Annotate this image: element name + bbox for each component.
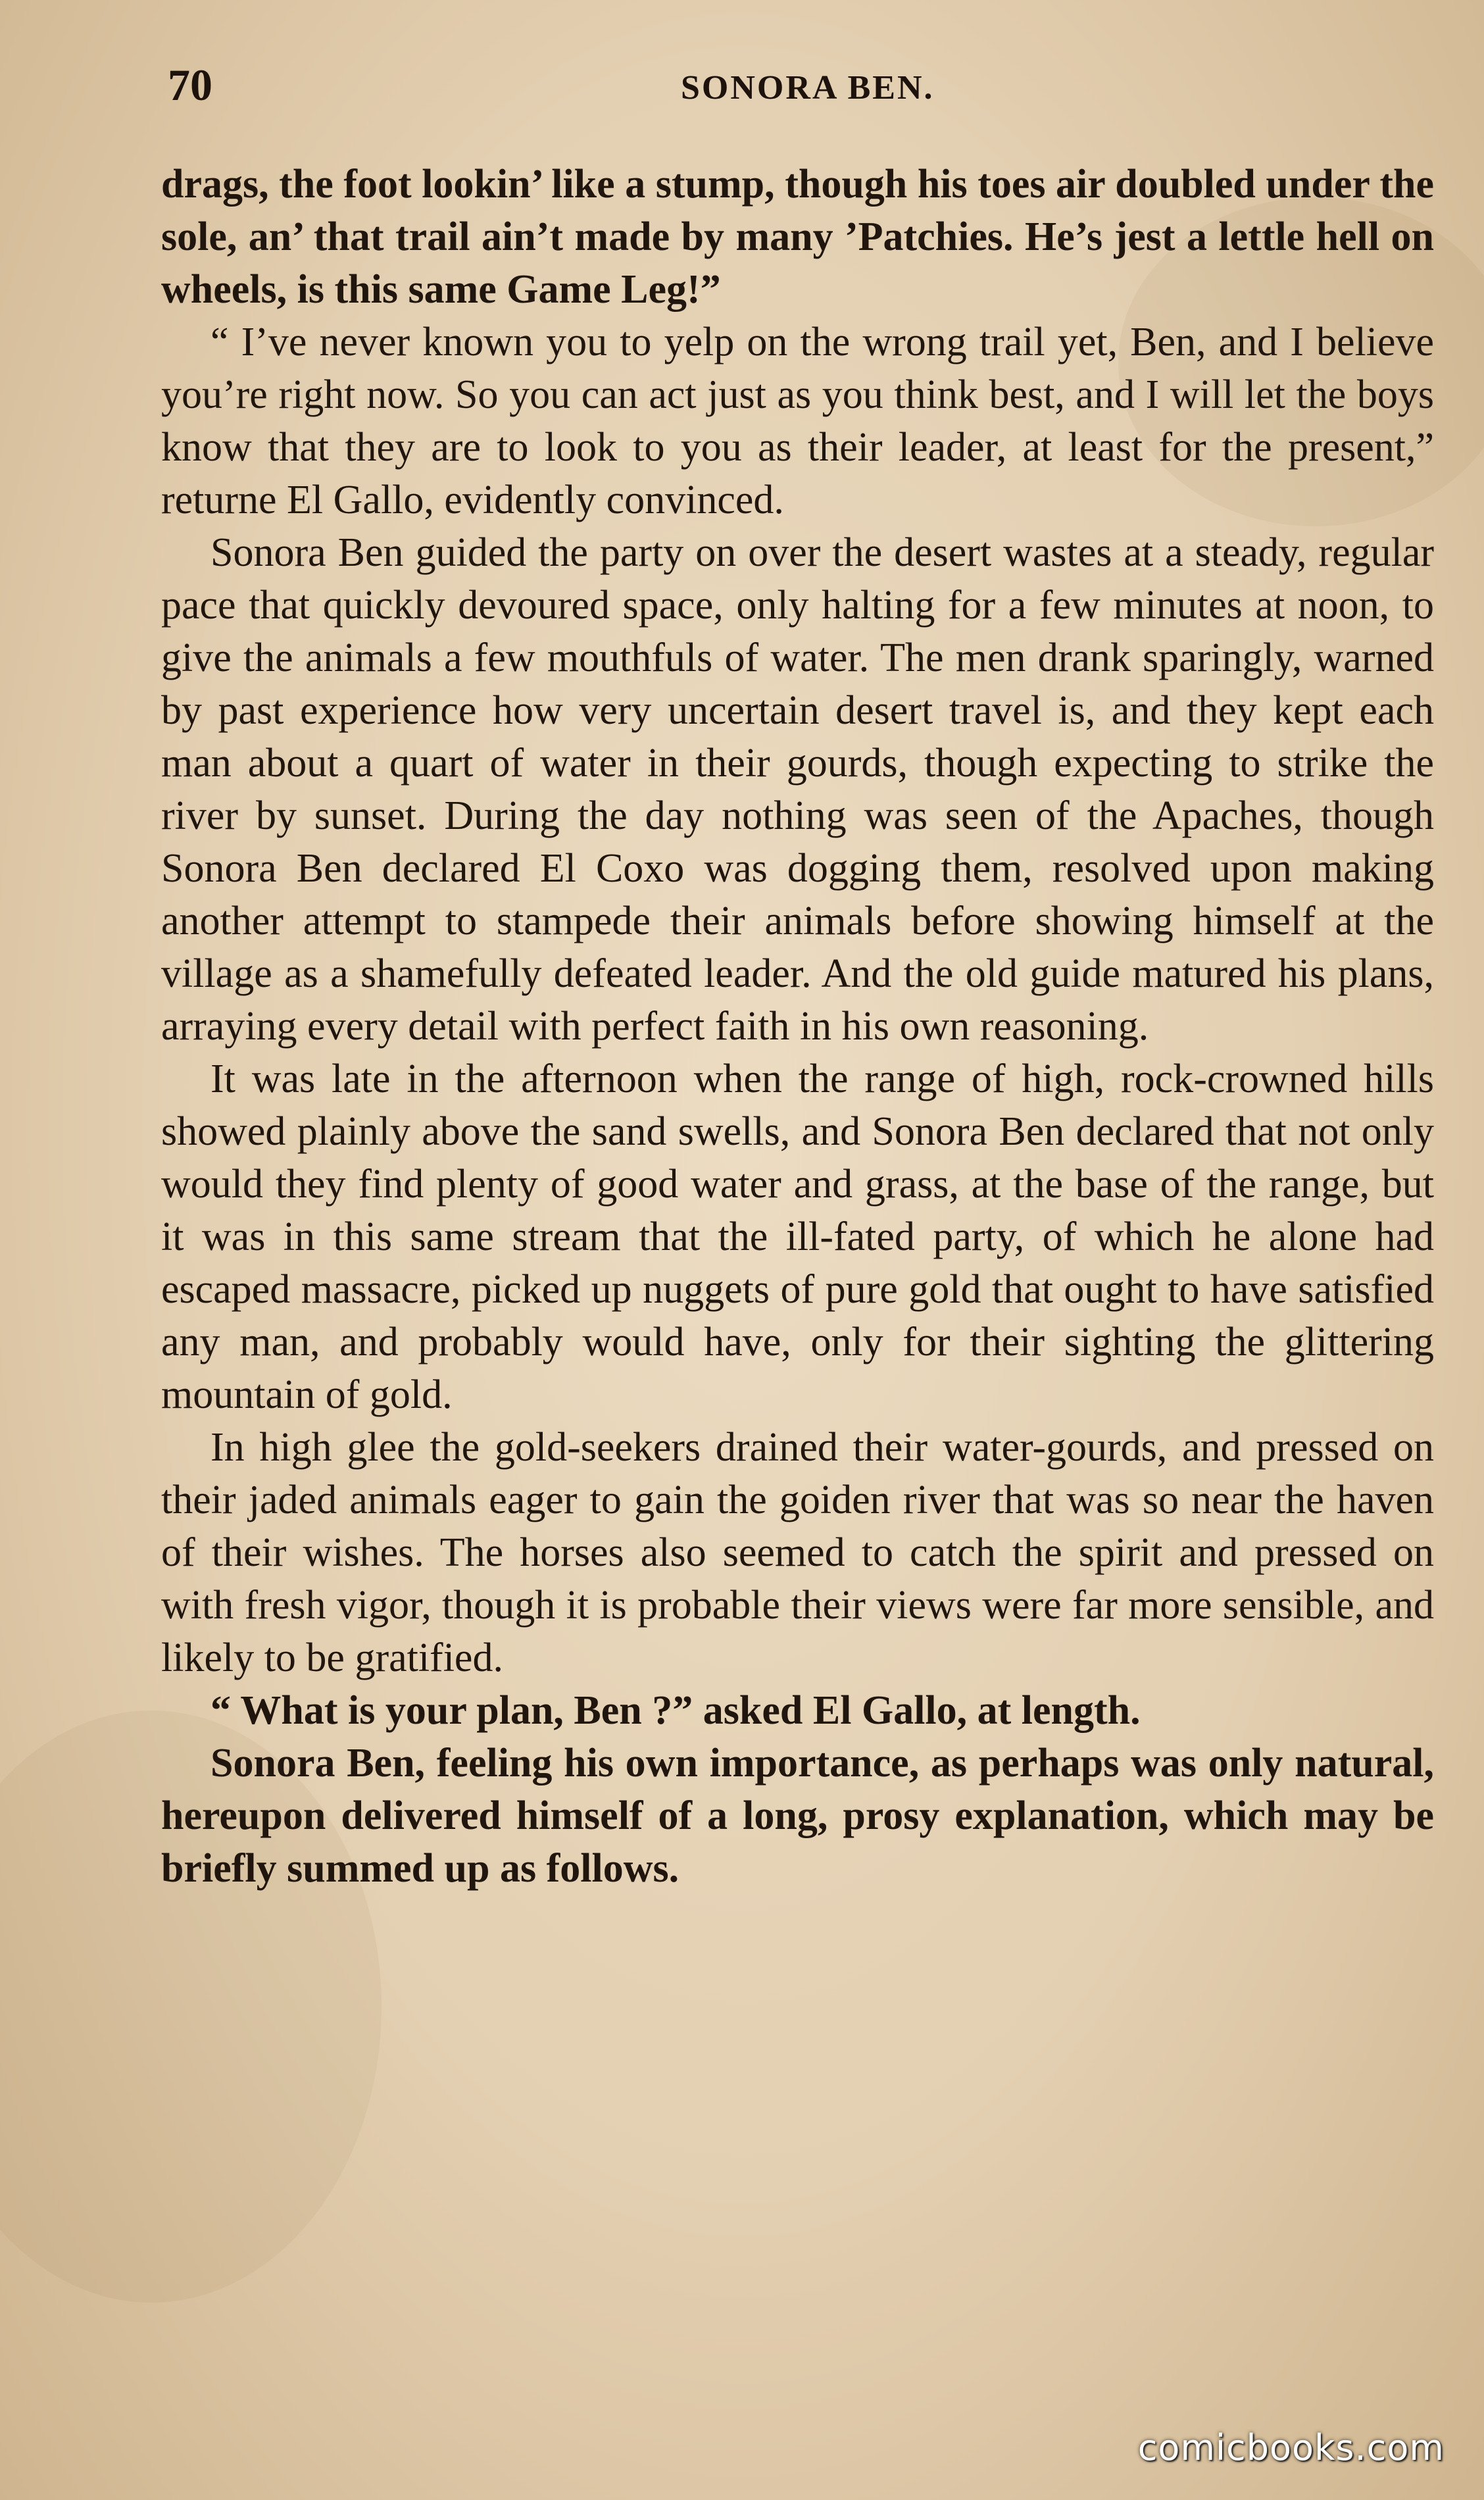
paragraph: “ I’ve never known you to yelp on the wrong trail yet, Ben, and I believe you’re right now. So you can act just as you think best, and I will let the boys know that they are to look to you as their leader, at least for the present,” returne El Gallo, evidently convinced. [161,320,1434,522]
paragraph: Sonora Ben guided the party on over the desert wastes at a steady, regular pace that quickly devoured space, only halting for a few minutes at noon, to give the animals a few mouthfuls of water. The men drank sparingly, warned by past experience how very uncertain desert travel is, and they kept each man about a quart of water in their gourds, though expecting to strike the river by sunset. During the day nothing was seen of the Apaches, though Sonora Ben declared El Coxo was dogging them, resolved upon making another attempt to stampede their animals before showing himself at the village as a shamefully defeated leader. And the old guide matured his plans, arraying every detail with perfect faith in his own reasoning. [161,530,1434,1049]
running-head: SONORA BEN. [681,69,935,107]
paragraph: Sonora Ben, feeling his own importance, as perhaps was only natural, hereupon delivered himself of a long, prosy explanation, which may be briefly summed up as follows. [161,1741,1434,1891]
page-number: 70 [168,60,212,110]
paragraph: In high glee the gold-seekers drained their water-gourds, and pressed on their jaded animals eager to gain the goiden river that was so near the haven of their wishes. The horses also seemed to catch the spirit and pressed on with fresh vigor, though it is probable their views were far more sensible, and likely to be gratified. [161,1425,1434,1680]
paragraph: “ What is your plan, Ben ?” asked El Gallo, at length. [210,1688,1141,1733]
body-text [161,158,1434,1895]
page-header [168,59,1431,125]
paragraph: drags, the foot lookin’ like a stump, though his toes air doubled under the sole, an’ that trail ain’t made by many ’Patchies. He’s jest a lettle hell on wheels, is this same Game Leg!” [161,162,1434,312]
paragraph: It was late in the afternoon when the range of high, rock-crowned hills showed plainly above the sand swells, and Sonora Ben declared that not only would they find plenty of good water and grass, at the base of the range, but it was in this same stream that the ill-fated party, of which he alone had escaped massacre, picked up nuggets of pure gold that ought to have satisfied any man, and probably would have, only for their sighting the glittering mountain of gold. [161,1057,1434,1417]
watermark: comicbooks.com [1137,2427,1445,2468]
